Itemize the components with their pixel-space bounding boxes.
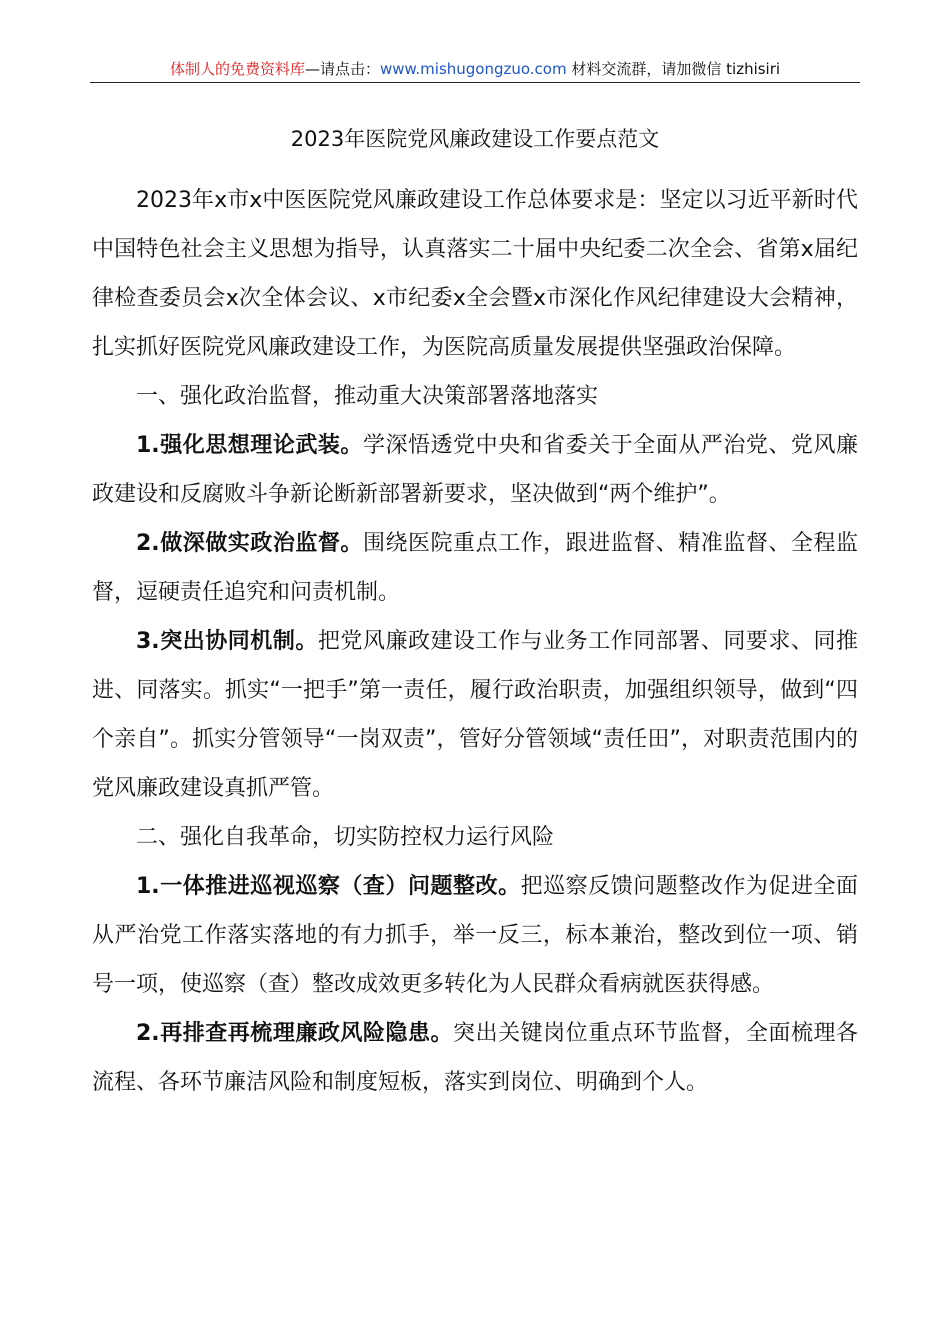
page-header bbox=[90, 58, 860, 80]
item-text: 学深悟透党中央和省委关于全面从严治党、党风廉政建设和反腐败斗争新论断新部署新要求，坚决做到“两个维护”。 bbox=[92, 433, 858, 507]
item-text: 把党风廉政建设工作与业务工作同部署、同要求、同推进、同落实。抓实“一把手”第一责任，履行政治职责，加强组织领导，做到“四个亲自”。抓实分管领导“一岗双责”，管好分管领域“责任田”，对职责范围内的党风廉政建设真抓严管。 bbox=[92, 629, 858, 801]
list-item bbox=[92, 1009, 858, 1107]
list-item bbox=[92, 519, 858, 617]
header-brand: 体制人的免费资料库 bbox=[169, 60, 305, 78]
item-text: 围绕医院重点工作，跟进监督、精准监督、全程监督，逗硬责任追究和问责机制。 bbox=[92, 531, 858, 605]
header-tail: 材料交流群，请加微信 tizhisiri bbox=[566, 60, 781, 78]
header-prompt: —请点击： bbox=[304, 60, 380, 78]
item-lead: 2.再排查再梳理廉政风险隐患。 bbox=[136, 1021, 454, 1046]
item-lead: 2.做深做实政治监督。 bbox=[136, 531, 363, 556]
intro-paragraph: 2023年x市x中医医院党风廉政建设工作总体要求是：坚定以习近平新时代中国特色社会主义思想为指导，认真落实二十届中央纪委二次全会、省第x届纪律检查委员会x次全体会议、x市纪委x全会暨x市深化作风纪律建设大会精神，扎实抓好医院党风廉政建设工作，为医院高质量发展提供坚强政治保障。 bbox=[92, 188, 858, 360]
list-item bbox=[92, 617, 858, 813]
item-text: 把巡察反馈问题整改作为促进全面从严治党工作落实落地的有力抓手，举一反三，标本兼治，整改到位一项、销号一项，使巡察（查）整改成效更多转化为人民群众看病就医获得感。 bbox=[92, 874, 858, 997]
item-lead: 3.突出协同机制。 bbox=[136, 629, 318, 654]
document-title: 2023年医院党风廉政建设工作要点范文 bbox=[290, 127, 660, 151]
section-heading: 一、强化政治监督，推动重大决策部署落地落实 bbox=[136, 384, 599, 409]
list-item bbox=[92, 421, 858, 519]
header-link[interactable]: www.mishugongzuo.com bbox=[379, 60, 567, 78]
list-item bbox=[92, 862, 858, 1009]
item-lead: 1.一体推进巡视巡察（查）问题整改。 bbox=[136, 874, 521, 899]
header-divider bbox=[90, 82, 860, 83]
item-text: 突出关键岗位重点环节监督，全面梳理各流程、各环节廉洁风险和制度短板，落实到岗位、明确到个人。 bbox=[92, 1021, 858, 1095]
section-heading: 二、强化自我革命，切实防控权力运行风险 bbox=[136, 825, 555, 850]
item-lead: 1.强化思想理论武装。 bbox=[136, 433, 363, 458]
document-body bbox=[92, 176, 858, 1107]
